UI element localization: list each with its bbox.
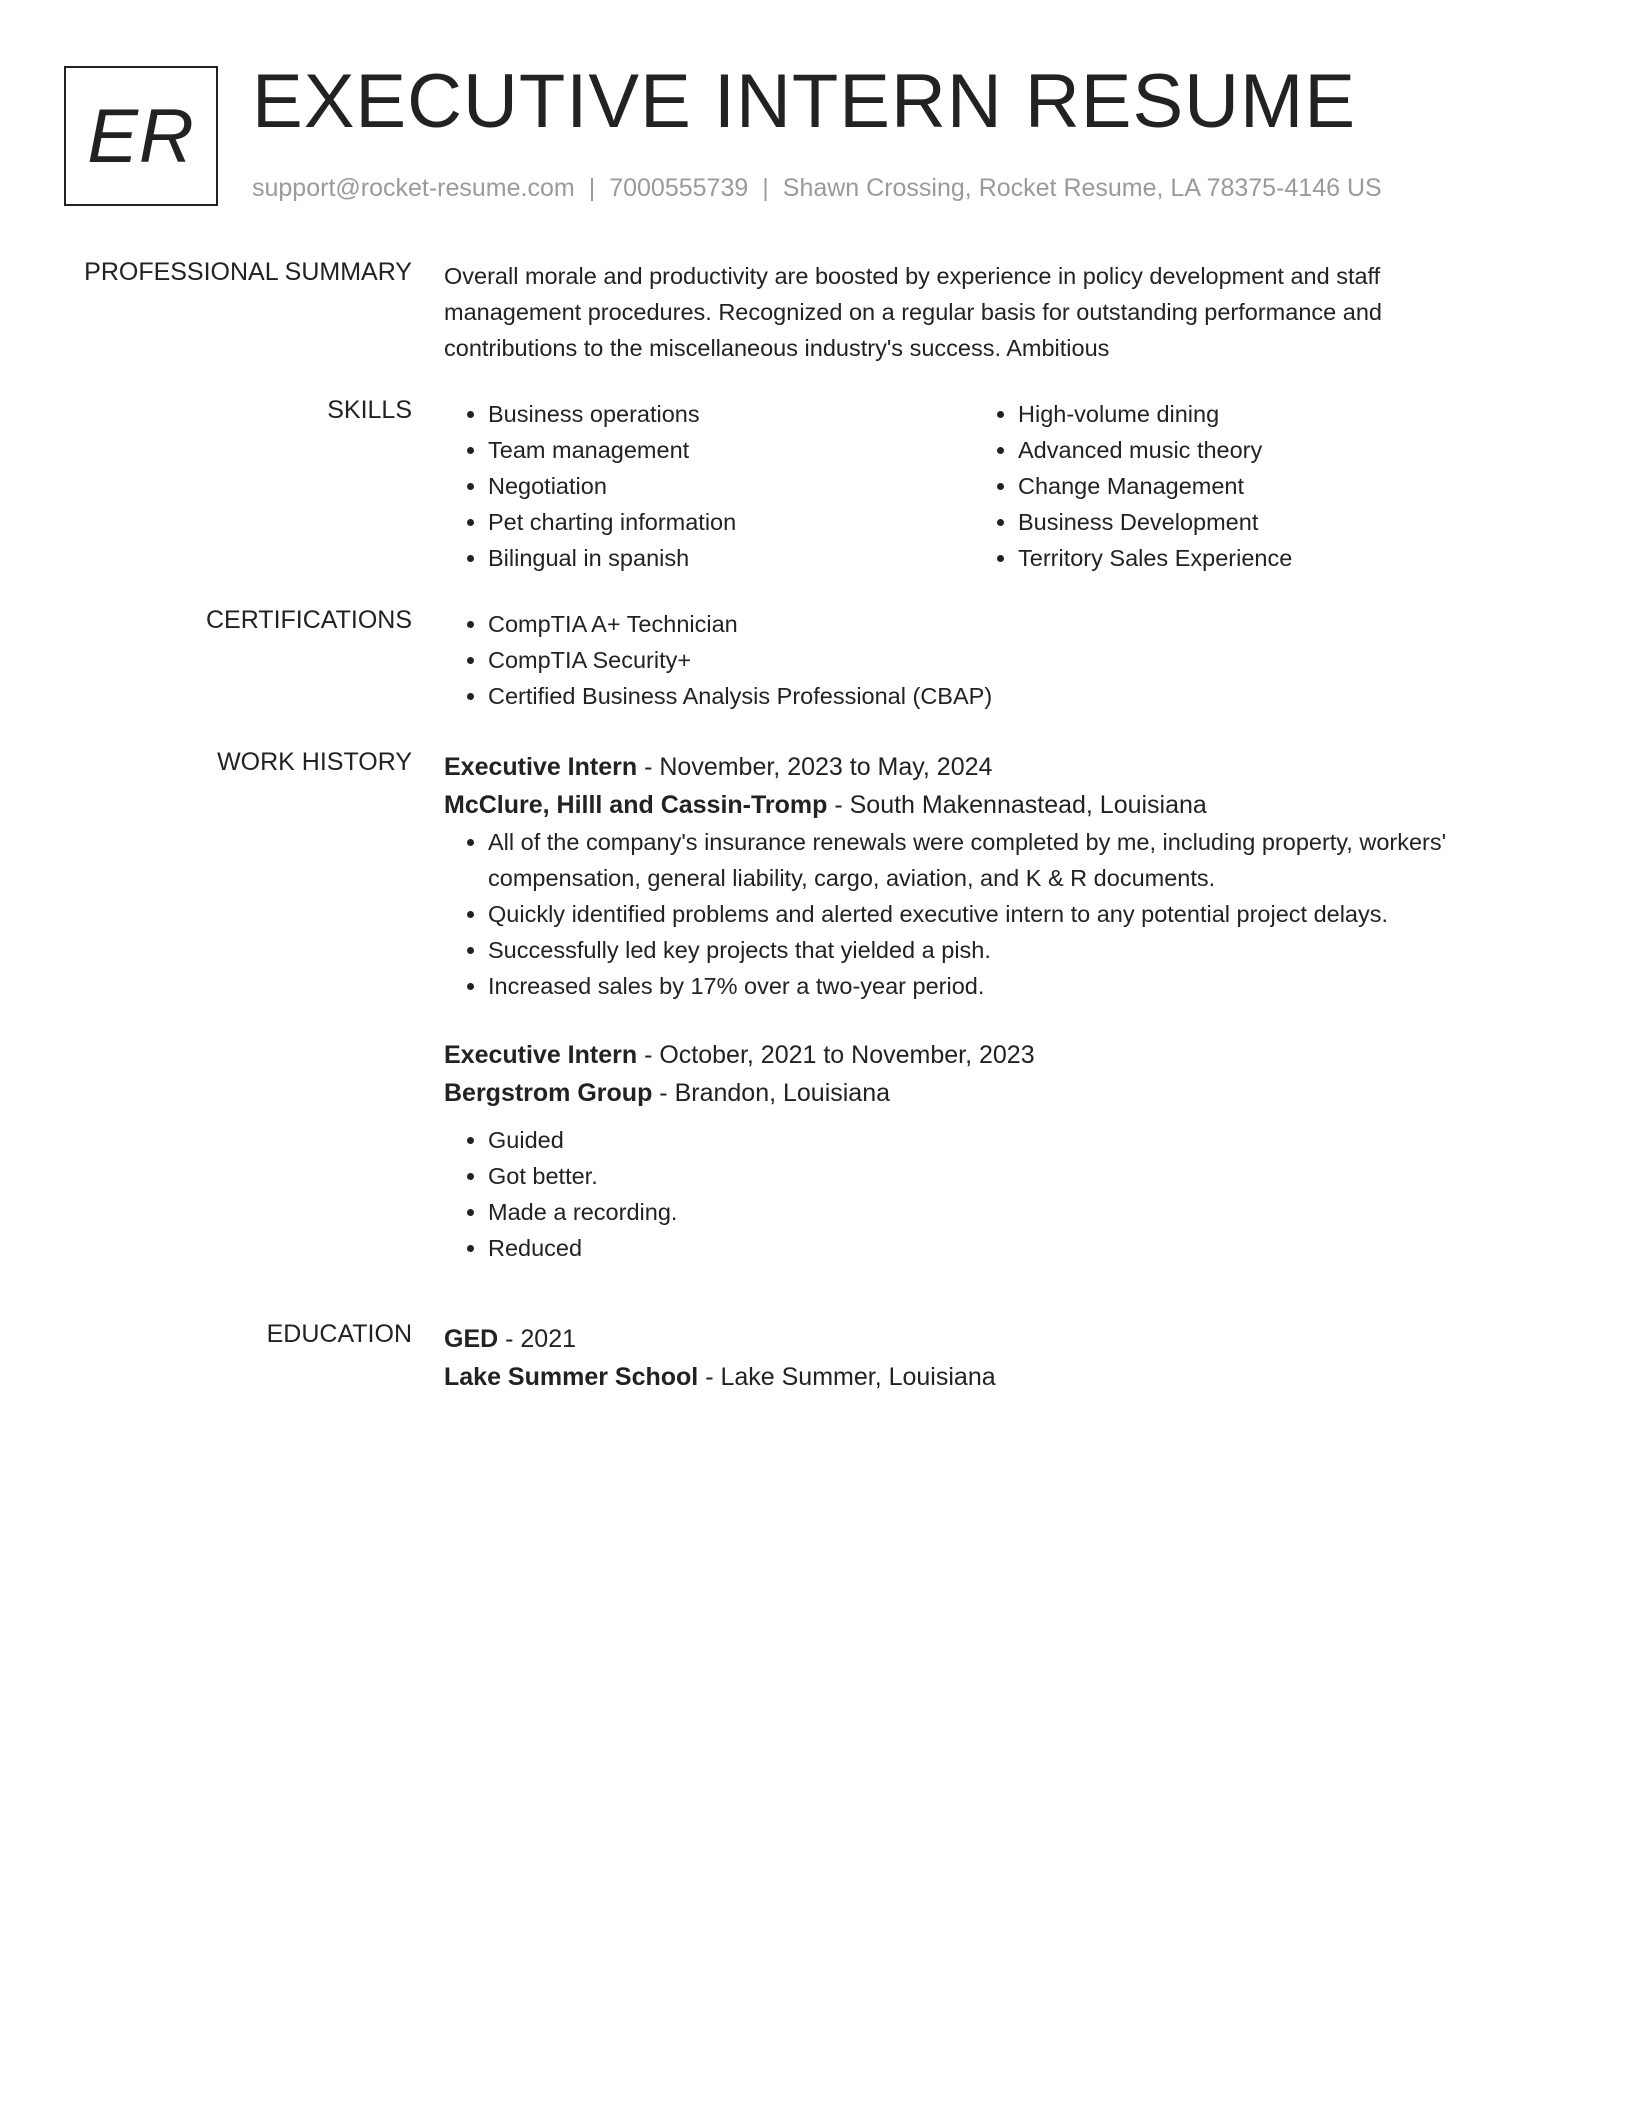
- list-item: • All of the company's insurance renewals were completed by me, including property, workers' compensation, general liability, cargo, aviation, and K & R documents.: [488, 824, 1504, 896]
- contact-separator: |: [588, 174, 596, 202]
- education-year: - 2021: [498, 1325, 577, 1353]
- certifications-body: [444, 606, 1504, 714]
- list-item: • Certified Business Analysis Professional (CBAP): [488, 678, 1504, 714]
- education-school: Lake Summer School: [444, 1363, 699, 1391]
- job-entry: [444, 1036, 1504, 1266]
- list-item: • Territory Sales Experience: [1018, 540, 1504, 576]
- section-label-summary: PROFESSIONAL SUMMARY: [84, 258, 412, 286]
- job-bullets: [444, 1122, 1504, 1266]
- job-location: - South Makennastead, Louisiana: [827, 791, 1207, 819]
- list-item: • Business operations: [488, 396, 974, 432]
- skills-column-left: [444, 396, 974, 576]
- skills-list-left: [444, 396, 974, 576]
- job-title-line: [444, 1036, 1504, 1074]
- work-history-body: [444, 748, 1504, 1266]
- list-item: • Advanced music theory: [1018, 432, 1504, 468]
- contact-address: Shawn Crossing, Rocket Resume, LA 78375-4146 US: [782, 174, 1382, 202]
- list-item: • Change Management: [1018, 468, 1504, 504]
- section-label-work-history: WORK HISTORY: [217, 748, 412, 776]
- summary-text: Overall morale and productivity are boosted by experience in policy development and staff management procedures. Recognized on a regular basis for outstanding performance and contributions to the miscellaneous industry's success. Ambitious: [444, 263, 1382, 361]
- summary-body: [444, 258, 1504, 366]
- resume-title: EXECUTIVE INTERN RESUME: [252, 59, 1357, 144]
- list-item: • Pet charting information: [488, 504, 974, 540]
- job-company: McClure, Hilll and Cassin-Tromp: [444, 791, 828, 819]
- contact-email: support@rocket-resume.com: [252, 174, 575, 202]
- job-entry: [444, 748, 1504, 1004]
- list-item: • Successfully led key projects that yielded a pish.: [488, 932, 1504, 968]
- job-company-line: [444, 1074, 1504, 1112]
- list-item: • Business Development: [1018, 504, 1504, 540]
- section-label-education: EDUCATION: [266, 1320, 412, 1348]
- job-company-line: [444, 786, 1504, 824]
- list-item: • Quickly identified problems and alerted executive intern to any potential project delays.: [488, 896, 1504, 932]
- job-bullets: [444, 824, 1504, 1004]
- education-body: [444, 1320, 1504, 1396]
- section-label-certifications: CERTIFICATIONS: [205, 606, 412, 634]
- skills-body: [444, 396, 1504, 576]
- contact-line: [252, 174, 1382, 203]
- list-item: • Bilingual in spanish: [488, 540, 974, 576]
- monogram-box: [64, 66, 218, 206]
- list-item: • Got better.: [488, 1158, 1504, 1194]
- education-location: - Lake Summer, Louisiana: [698, 1363, 996, 1391]
- certifications-list: [444, 606, 1504, 714]
- list-item: • Increased sales by 17% over a two-year period.: [488, 968, 1504, 1004]
- education-degree-line: [444, 1320, 1504, 1358]
- list-item: • CompTIA A+ Technician: [488, 606, 1504, 642]
- list-item: • CompTIA Security+: [488, 642, 1504, 678]
- list-item: • Made a recording.: [488, 1194, 1504, 1230]
- education-school-line: [444, 1358, 1504, 1396]
- job-location: - Brandon, Louisiana: [652, 1079, 891, 1107]
- job-dates: - November, 2023 to May, 2024: [637, 753, 993, 781]
- skills-column-right: [974, 396, 1504, 576]
- list-item: • High-volume dining: [1018, 396, 1504, 432]
- education-degree: GED: [444, 1325, 499, 1353]
- list-item: • Reduced: [488, 1230, 1504, 1266]
- job-title: Executive Intern: [444, 753, 638, 781]
- skills-list-right: [974, 396, 1504, 576]
- list-item: • Guided: [488, 1122, 1504, 1158]
- section-label-skills: SKILLS: [327, 396, 412, 424]
- job-title-line: [444, 748, 1504, 786]
- list-item: • Team management: [488, 432, 974, 468]
- contact-phone: 7000555739: [609, 174, 749, 202]
- job-title: Executive Intern: [444, 1041, 638, 1069]
- contact-separator: |: [762, 174, 769, 202]
- job-company: Bergstrom Group: [444, 1079, 653, 1107]
- list-item: • Negotiation: [488, 468, 974, 504]
- job-dates: - October, 2021 to November, 2023: [637, 1041, 1035, 1069]
- monogram-initials: ER: [87, 93, 195, 179]
